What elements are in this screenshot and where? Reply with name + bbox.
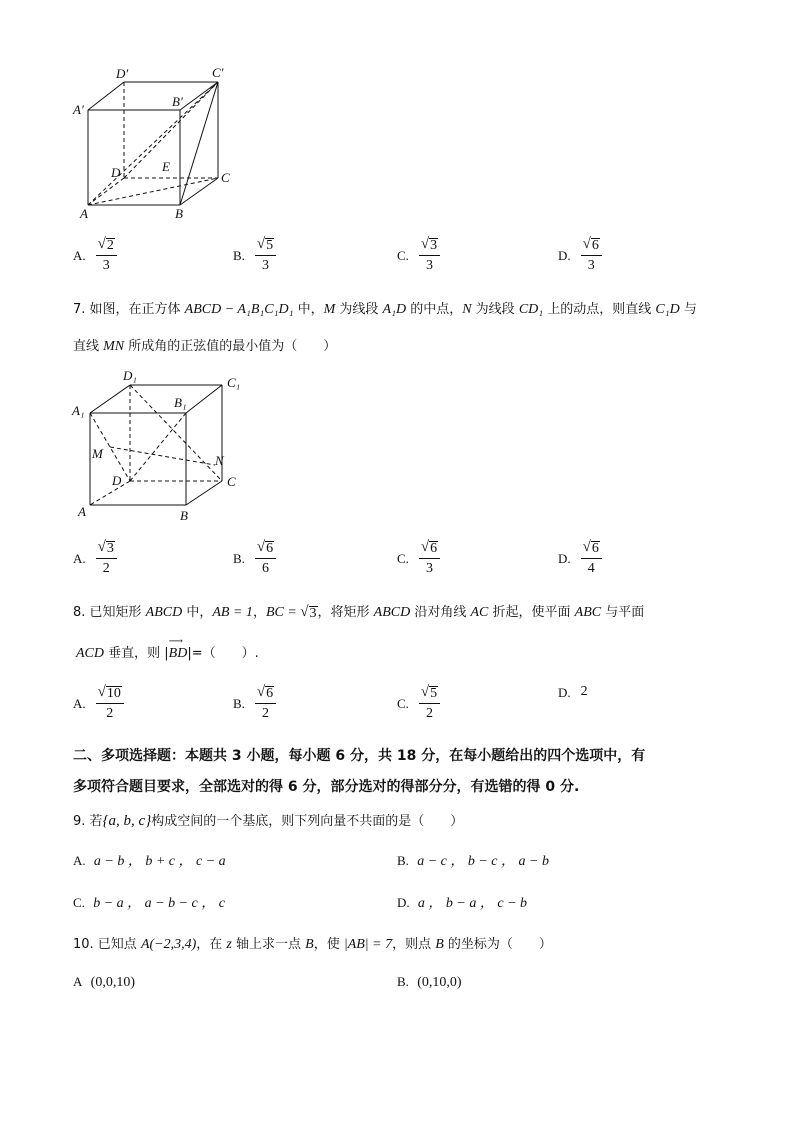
fraction: √ 5 2 xyxy=(419,685,440,721)
q10-option-B[interactable]: B. (0,10,0) xyxy=(397,974,462,990)
label-Cp: C′ xyxy=(212,65,224,80)
denominator: 3 xyxy=(587,258,595,273)
option-value: 2 xyxy=(580,684,588,699)
option-letter: D. xyxy=(558,684,571,700)
label-Bp: B′ xyxy=(172,94,183,109)
q6-options-B[interactable] xyxy=(233,237,276,273)
numerator: 10 xyxy=(106,686,121,701)
option-letter: B. xyxy=(233,247,245,263)
numerator: 5 xyxy=(266,238,274,253)
label-Ap: A′ xyxy=(73,102,84,117)
fraction: √ 3 2 xyxy=(96,540,117,576)
numerator: 6 xyxy=(266,686,274,701)
q8-options-C[interactable] xyxy=(397,685,440,721)
section2-line1: 二、多项选择题：本题共 3 小题，每小题 6 分，共 18 分，在每小题给出的四个选项中，有 xyxy=(73,748,646,764)
q7-line2: 直线 MN 所成角的正弦值的最小值为（ ） xyxy=(73,339,337,354)
option-letter: C. xyxy=(397,247,409,263)
q10-option-A[interactable]: A (0,0,10) xyxy=(73,974,135,990)
denominator: 4 xyxy=(587,561,595,576)
section2-line2: 多项符合题目要求，全部选对的得 6 分，部分选对的得部分分，有选错的得 0 分. xyxy=(73,779,580,795)
q9-option-C[interactable]: C. b − a ， a − b − c ， c xyxy=(73,895,225,911)
figure-cube-2 xyxy=(70,365,250,525)
q7-line1: 7. 如图，在正方体 ABCD − A₁B₁C₁D₁ 中，M 为线段 A₁D 的中点，N 为线段 CD₁ 上的动点，则直线 C₁D 与 xyxy=(73,302,697,317)
edge xyxy=(180,82,218,110)
numerator: 5 xyxy=(430,686,438,701)
q7-options-C[interactable] xyxy=(397,540,440,576)
q10-stem: 10. 已知点 A(−2,3,4)，在 z 轴上求一点 B，使 |AB| = 7，则点 B 的坐标为（ ） xyxy=(73,937,552,952)
denominator: 3 xyxy=(426,258,434,273)
fraction: √ 10 2 xyxy=(96,685,124,721)
fraction: √ 6 3 xyxy=(419,540,440,576)
q6-options-C[interactable] xyxy=(397,237,440,273)
q9-option-D[interactable]: D. a ， b − a ， c − b xyxy=(397,895,528,911)
fraction: √ 5 3 xyxy=(255,237,276,273)
numerator: 6 xyxy=(430,541,438,556)
q8-options-D[interactable] xyxy=(558,685,588,699)
option-letter: A. xyxy=(73,695,86,711)
q7-options-D[interactable] xyxy=(558,540,602,576)
denominator: 3 xyxy=(426,561,434,576)
fraction: √ 6 4 xyxy=(581,540,602,576)
denominator: 2 xyxy=(102,561,110,576)
option-letter: B. xyxy=(233,695,245,711)
numerator: 6 xyxy=(591,238,599,253)
q9-option-B[interactable]: B. a − c ， b − c ， a − b xyxy=(397,853,549,869)
edge xyxy=(180,82,218,205)
hidden-edge xyxy=(110,447,215,465)
option-letter: A. xyxy=(73,247,86,263)
edge xyxy=(88,82,124,110)
label-Dp: D′ xyxy=(116,66,129,81)
hidden-edge xyxy=(90,481,130,505)
q9-stem: 9. 若{a, b, c}构成空间的一个基底，则下列向量不共面的是（ ） xyxy=(73,813,464,829)
label-D: D xyxy=(111,165,121,180)
vector-BD: ⟶ BD xyxy=(168,636,188,661)
q8-options-A[interactable] xyxy=(73,685,124,721)
fraction: √ 6 2 xyxy=(255,685,276,721)
label-M: M xyxy=(92,446,103,461)
edge xyxy=(90,385,130,413)
q8-options-B[interactable] xyxy=(233,685,276,721)
denominator: 2 xyxy=(426,706,434,721)
label-C: C xyxy=(227,474,236,489)
numerator: 2 xyxy=(106,238,114,253)
label-D1: D₁ xyxy=(123,368,137,383)
numerator: 6 xyxy=(266,541,274,556)
q7-options-B[interactable] xyxy=(233,540,276,576)
label-A1: A₁ xyxy=(72,403,85,418)
denominator: 2 xyxy=(106,706,114,721)
label-D: D xyxy=(112,473,122,488)
denominator: 6 xyxy=(262,561,270,576)
hidden-edge xyxy=(124,82,218,178)
label-B: B xyxy=(175,206,183,221)
figure-cube-1 xyxy=(70,60,240,225)
label-E: E xyxy=(162,159,170,174)
numerator: 6 xyxy=(591,541,599,556)
option-letter: D. xyxy=(558,550,571,566)
q8-line2: ACD 垂直，则 | ⟶ BD|=（ ）. xyxy=(76,636,259,661)
option-letter: D. xyxy=(558,247,571,263)
edge xyxy=(186,481,222,505)
label-B1: B₁ xyxy=(174,395,187,410)
q7-options-A[interactable] xyxy=(73,540,117,576)
fraction: √ 6 6 xyxy=(255,540,276,576)
denominator: 3 xyxy=(102,258,110,273)
label-C: C xyxy=(221,170,230,185)
label-C1: C₁ xyxy=(227,375,241,390)
hidden-edge xyxy=(88,178,124,205)
hidden-edge xyxy=(130,413,186,481)
fraction: √ 6 3 xyxy=(581,237,602,273)
edge xyxy=(186,385,222,413)
label-A: A xyxy=(78,504,86,519)
numerator: 3 xyxy=(106,541,114,556)
option-letter: C. xyxy=(397,550,409,566)
fraction: √ 3 3 xyxy=(419,237,440,273)
label-B: B xyxy=(180,508,188,523)
label-A: A xyxy=(80,206,88,221)
q8-line1: 8. 已知矩形 ABCD 中，AB = 1，BC = √ 3 ，将矩形 ABCD 沿对角线 AC 折起，使平面 ABC 与平面 xyxy=(73,604,645,621)
numerator: 3 xyxy=(430,238,438,253)
denominator: 3 xyxy=(262,258,270,273)
q9-option-A[interactable]: A. a − b ， b + c ， c − a xyxy=(73,853,226,869)
label-N: N xyxy=(215,453,224,468)
q6-options-A[interactable] xyxy=(73,237,117,273)
option-letter: A. xyxy=(73,550,86,566)
option-letter: B. xyxy=(233,550,245,566)
fraction: √ 2 3 xyxy=(96,237,117,273)
option-letter: C. xyxy=(397,695,409,711)
denominator: 2 xyxy=(262,706,270,721)
q6-options-D[interactable] xyxy=(558,237,602,273)
